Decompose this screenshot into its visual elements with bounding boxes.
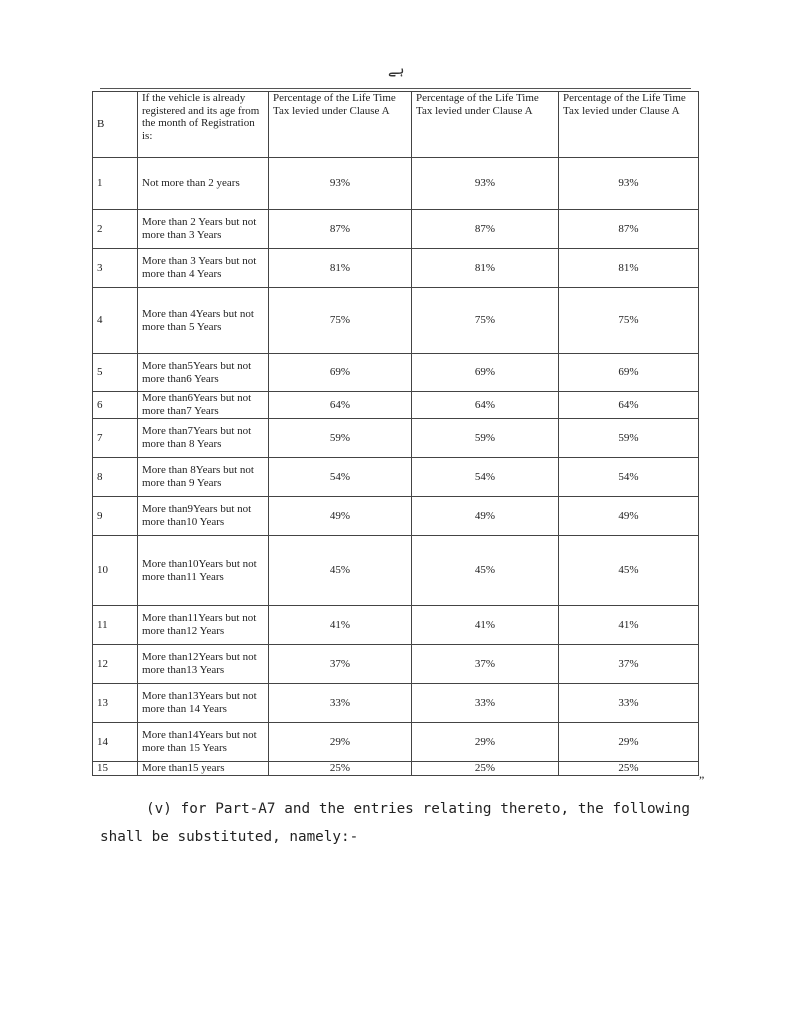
row-percent-1: 75% <box>269 288 412 354</box>
row-number: 10 <box>93 536 138 606</box>
header-col-b: B <box>93 92 138 158</box>
row-percent-1: 29% <box>269 723 412 762</box>
row-percent-2: 29% <box>412 723 559 762</box>
row-number: 2 <box>93 210 138 249</box>
row-age: More than 2 Years but not more than 3 Years <box>138 210 269 249</box>
row-age: More than13Years but not more than 14 Years <box>138 684 269 723</box>
row-number: 3 <box>93 249 138 288</box>
row-percent-2: 87% <box>412 210 559 249</box>
row-age: More than 8Years but not more than 9 Years <box>138 458 269 497</box>
table-row <box>93 288 699 354</box>
row-percent-3: 69% <box>559 354 699 392</box>
row-age: More than5Years but not more than6 Years <box>138 354 269 392</box>
header-col-percent-2: Percentage of the Life Time Tax levied under Clause A <box>412 92 559 158</box>
header-col-percent-3: Percentage of the Life Time Tax levied under Clause A <box>559 92 699 158</box>
table-row <box>93 684 699 723</box>
row-percent-2: 93% <box>412 158 559 210</box>
row-percent-3: 25% <box>559 762 699 776</box>
row-number: 9 <box>93 497 138 536</box>
row-age: More than14Years but not more than 15 Years <box>138 723 269 762</box>
table-row <box>93 645 699 684</box>
row-percent-3: 59% <box>559 419 699 458</box>
row-age: More than10Years but not more than11 Years <box>138 536 269 606</box>
row-percent-2: 81% <box>412 249 559 288</box>
row-percent-2: 25% <box>412 762 559 776</box>
row-percent-1: 25% <box>269 762 412 776</box>
row-percent-2: 54% <box>412 458 559 497</box>
row-percent-3: 75% <box>559 288 699 354</box>
table-row <box>93 606 699 645</box>
table-row <box>93 536 699 606</box>
row-percent-2: 69% <box>412 354 559 392</box>
paragraph-text: (v) for Part-A7 and the entries relating thereto, the following shall be substituted, namely:- <box>100 801 690 845</box>
row-age: More than 3 Years but not more than 4 Years <box>138 249 269 288</box>
row-number: 4 <box>93 288 138 354</box>
row-age: More than15 years <box>138 762 269 776</box>
page-mark: ہے <box>388 63 405 78</box>
row-percent-1: 64% <box>269 392 412 419</box>
row-percent-1: 69% <box>269 354 412 392</box>
closing-quote: ” <box>699 773 705 787</box>
row-percent-1: 49% <box>269 497 412 536</box>
row-percent-1: 33% <box>269 684 412 723</box>
table-row <box>93 419 699 458</box>
row-percent-2: 45% <box>412 536 559 606</box>
row-percent-2: 49% <box>412 497 559 536</box>
row-percent-3: 93% <box>559 158 699 210</box>
row-percent-1: 93% <box>269 158 412 210</box>
row-percent-3: 81% <box>559 249 699 288</box>
row-percent-1: 87% <box>269 210 412 249</box>
table-row <box>93 354 699 392</box>
life-time-tax-table <box>92 91 699 776</box>
row-percent-3: 87% <box>559 210 699 249</box>
table-header-row <box>93 92 699 158</box>
row-percent-1: 41% <box>269 606 412 645</box>
row-number: 14 <box>93 723 138 762</box>
table-row <box>93 497 699 536</box>
row-percent-2: 75% <box>412 288 559 354</box>
row-age: More than6Years but not more than7 Years <box>138 392 269 419</box>
table-row <box>93 210 699 249</box>
row-age: More than12Years but not more than13 Years <box>138 645 269 684</box>
row-percent-2: 33% <box>412 684 559 723</box>
row-percent-3: 49% <box>559 497 699 536</box>
row-percent-1: 59% <box>269 419 412 458</box>
row-percent-1: 81% <box>269 249 412 288</box>
row-percent-3: 37% <box>559 645 699 684</box>
row-percent-2: 59% <box>412 419 559 458</box>
row-age: More than11Years but not more than12 Years <box>138 606 269 645</box>
row-age: Not more than 2 years <box>138 158 269 210</box>
header-rule <box>100 88 691 89</box>
header-col-percent-1: Percentage of the Life Time Tax levied under Clause A <box>269 92 412 158</box>
table-row <box>93 392 699 419</box>
row-number: 7 <box>93 419 138 458</box>
row-percent-2: 64% <box>412 392 559 419</box>
row-number: 11 <box>93 606 138 645</box>
row-percent-2: 41% <box>412 606 559 645</box>
row-number: 1 <box>93 158 138 210</box>
row-number: 8 <box>93 458 138 497</box>
row-number: 13 <box>93 684 138 723</box>
row-percent-2: 37% <box>412 645 559 684</box>
row-number: 6 <box>93 392 138 419</box>
table-row <box>93 723 699 762</box>
row-number: 12 <box>93 645 138 684</box>
row-number: 15 <box>93 762 138 776</box>
row-percent-3: 64% <box>559 392 699 419</box>
row-number: 5 <box>93 354 138 392</box>
table-row <box>93 458 699 497</box>
header-col-age: If the vehicle is already registered and its age from the month of Registration is: <box>138 92 269 158</box>
body-paragraph <box>100 795 690 851</box>
table-row <box>93 158 699 210</box>
row-percent-1: 37% <box>269 645 412 684</box>
row-age: More than9Years but not more than10 Years <box>138 497 269 536</box>
row-percent-3: 54% <box>559 458 699 497</box>
table-row <box>93 249 699 288</box>
row-percent-3: 45% <box>559 536 699 606</box>
row-percent-3: 41% <box>559 606 699 645</box>
row-percent-3: 29% <box>559 723 699 762</box>
table-row <box>93 762 699 776</box>
row-percent-3: 33% <box>559 684 699 723</box>
row-age: More than 4Years but not more than 5 Years <box>138 288 269 354</box>
row-percent-1: 54% <box>269 458 412 497</box>
row-percent-1: 45% <box>269 536 412 606</box>
row-age: More than7Years but not more than 8 Years <box>138 419 269 458</box>
